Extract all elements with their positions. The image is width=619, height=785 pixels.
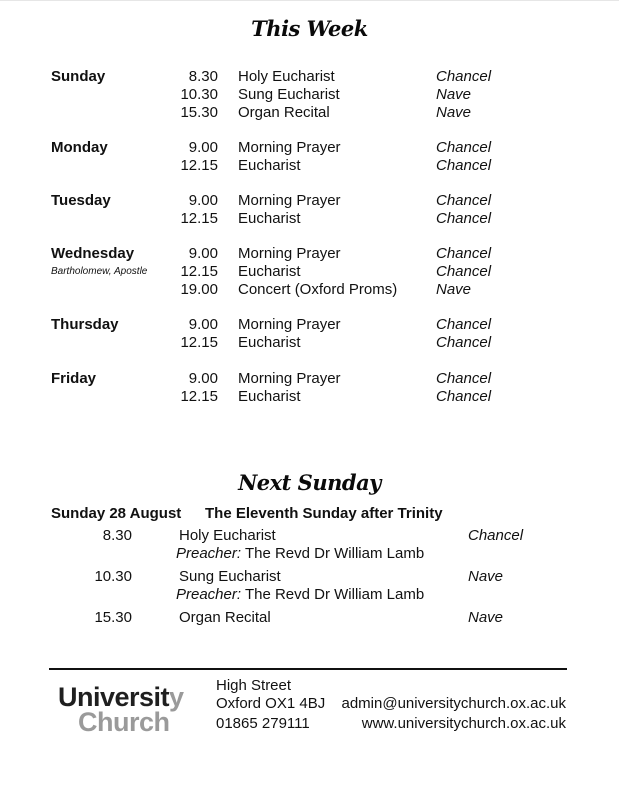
website-link[interactable]: www.universitychurch.ox.ac.uk [361,715,566,732]
service-time: 12.15 [180,263,218,280]
service-location: Nave [436,86,472,103]
phone-number: 01865 279111 [216,715,310,732]
service-name: Morning Prayer [238,139,341,156]
service-time: 12.15 [180,157,218,174]
service-time: 9.00 [188,139,218,156]
service-time: 15.30 [180,104,218,121]
service-location: Chancel [436,334,492,351]
service-location: Chancel [436,388,492,405]
service-location: Chancel [436,263,492,280]
preacher-label: Preacher: [176,586,242,603]
logo-church: Church [78,707,170,737]
service-time: 12.15 [180,210,218,227]
next-sunday-date: Sunday 28 August [51,505,182,522]
next-service-name: Organ Recital [179,609,271,626]
service-location: Chancel [436,139,492,156]
day-label: Tuesday [51,192,111,209]
address-city: Oxford OX1 4BJ [216,695,326,712]
service-name: Eucharist [238,263,301,280]
service-location: Chancel [436,370,492,387]
day-label: Monday [51,139,108,156]
service-location: Chancel [436,210,492,227]
day-label: Sunday [51,68,106,85]
next-service-time: 15.30 [94,609,132,626]
service-name: Morning Prayer [238,370,341,387]
next-service-location: Nave [468,609,504,626]
service-name: Eucharist [238,388,301,405]
service-location: Chancel [436,316,492,333]
preacher-line [176,586,424,604]
service-time: 10.30 [180,86,218,103]
service-location: Nave [436,281,472,298]
next-service-location: Chancel [468,527,524,544]
service-time: 9.00 [188,316,218,333]
preacher-name: The Revd Dr William Lamb [244,586,425,603]
service-time: 19.00 [180,281,218,298]
service-name: Morning Prayer [238,192,341,209]
service-time: 12.15 [180,334,218,351]
address-street: High Street [216,677,292,694]
next-sunday-occasion: The Eleventh Sunday after Trinity [205,505,443,522]
day-label: Wednesday [51,245,135,262]
service-name: Morning Prayer [238,316,341,333]
next-service-name: Holy Eucharist [179,527,276,544]
service-name: Eucharist [238,210,301,227]
service-time: 9.00 [188,245,218,262]
next-service-time: 10.30 [94,568,132,585]
service-location: Chancel [436,157,492,174]
day-label: Thursday [51,316,119,333]
logo-university-dark: Universit [58,682,170,712]
preacher-label: Preacher: [176,545,242,562]
heading-next-sunday: Next Sunday [238,470,381,495]
next-service-name: Sung Eucharist [179,568,281,585]
service-location: Chancel [436,245,492,262]
service-name: Eucharist [238,157,301,174]
service-location: Nave [436,104,472,121]
next-service-time: 8.30 [102,527,132,544]
page-edge [0,0,619,1]
service-time: 9.00 [188,370,218,387]
service-location: Chancel [436,192,492,209]
preacher-name: The Revd Dr William Lamb [244,545,425,562]
service-time: 12.15 [180,388,218,405]
service-name: Organ Recital [238,104,330,121]
preacher-line [176,545,424,563]
footer-divider [49,668,567,670]
service-location: Chancel [436,68,492,85]
service-name: Eucharist [238,334,301,351]
service-name: Holy Eucharist [238,68,335,85]
day-label: Friday [51,370,97,387]
service-name: Sung Eucharist [238,86,340,103]
service-time: 9.00 [188,192,218,209]
service-time: 8.30 [188,68,218,85]
service-name: Morning Prayer [238,245,341,262]
email-link[interactable]: admin@universitychurch.ox.ac.uk [341,695,566,712]
next-service-location: Nave [468,568,504,585]
service-name: Concert (Oxford Proms) [238,281,398,298]
heading-this-week: This Week [251,16,368,41]
day-note: Bartholomew, Apostle [51,266,148,277]
logo-university-grey: y [169,682,184,712]
